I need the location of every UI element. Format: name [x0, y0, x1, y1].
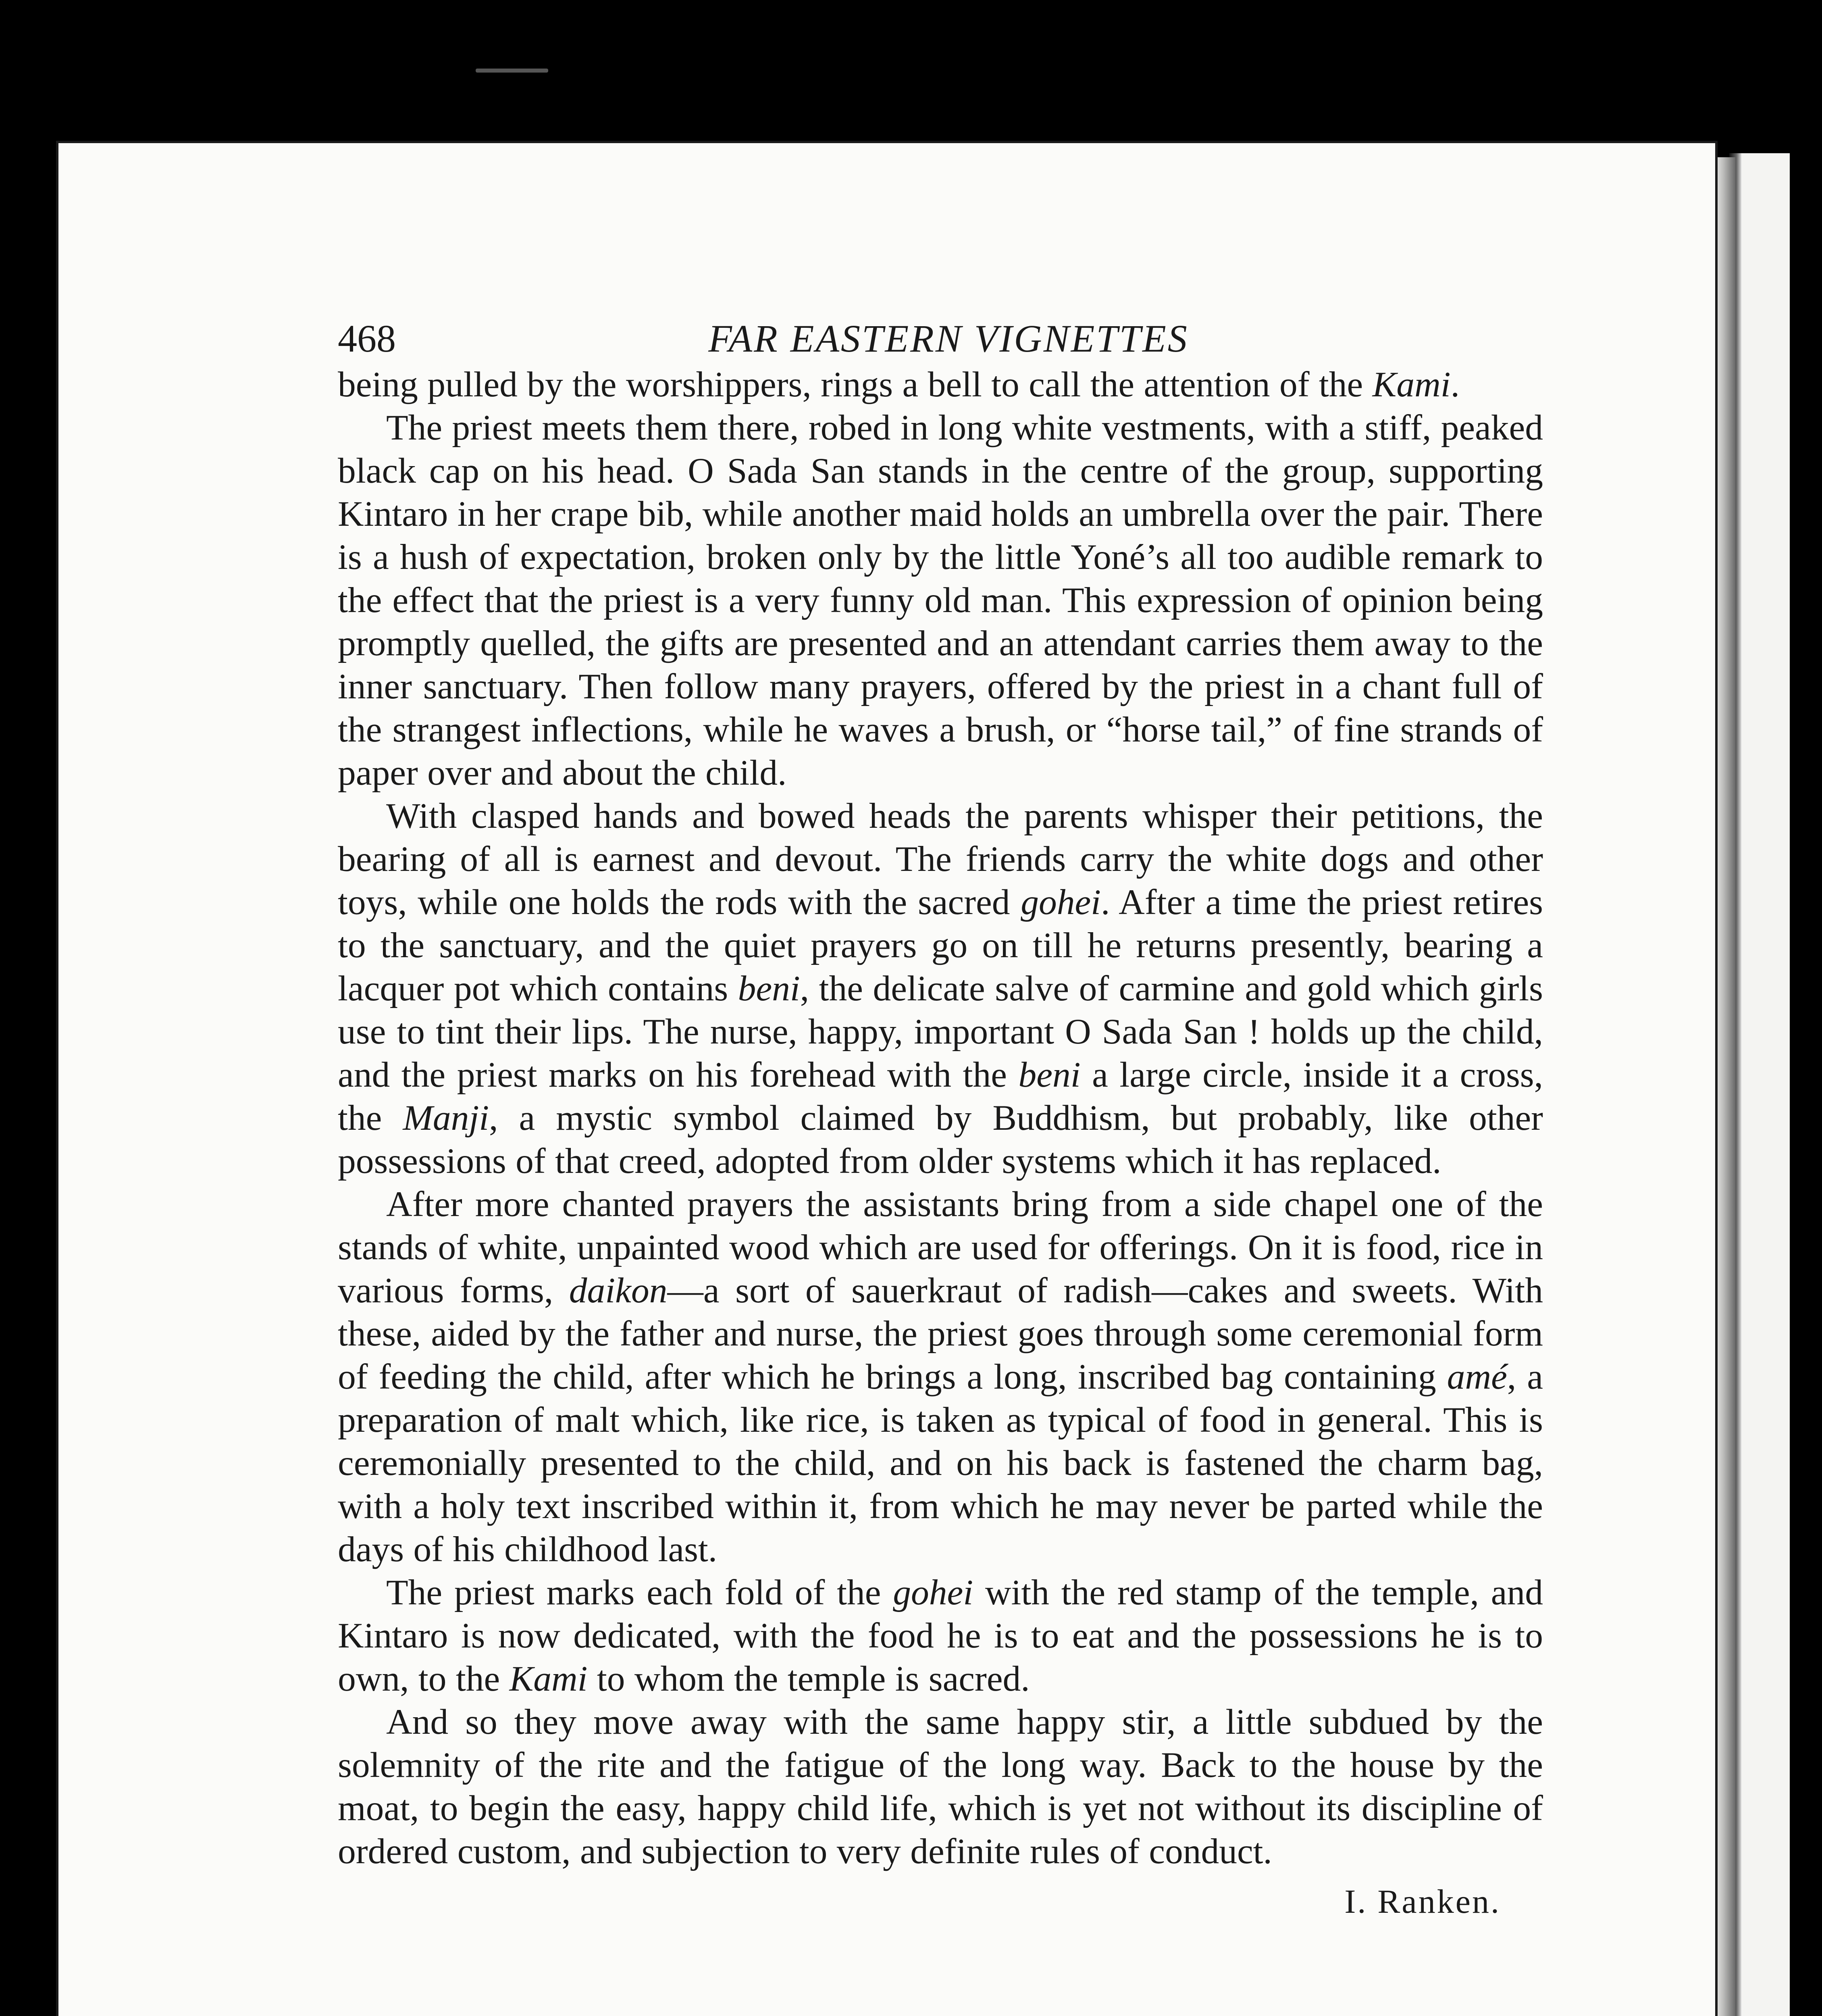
paragraph-text: being pulled by the worshippers, rings a bell to call the attention of the [338, 364, 1373, 404]
page-edge [1715, 157, 1735, 2016]
paragraph [338, 363, 1543, 406]
adjacent-page-edge [1733, 153, 1790, 2016]
paragraph-text: with the red stamp of the temple, and Kintaro is now dedicated, with the food he is to eat and the possessions he is to own, to the [338, 1572, 1543, 1699]
scan-speck [476, 69, 548, 73]
paragraph-text: . After a time the priest retires to the sanctuary, and the quiet prayers go on till he returns presently, bearing a lacquer pot which contains [338, 882, 1543, 1008]
author-signature: I. Ranken. [1344, 1883, 1501, 1920]
italic-term: Kami [1372, 364, 1451, 404]
paragraph [338, 1700, 1543, 1873]
italic-term: beni [738, 968, 800, 1008]
paragraph-text: , a preparation of malt which, like rice, is taken as typical of food in general. This is ceremonially presented to the child, and on his back is fastened the charm bag, with a holy text inscribed within it, from which he may never be parted while the days of his childhood last. [338, 1357, 1543, 1569]
paragraph [338, 406, 1543, 794]
page-text-block [338, 314, 1543, 1926]
paragraph-text: The priest marks each fold of the [386, 1572, 893, 1612]
italic-term: amé [1447, 1357, 1507, 1397]
paragraph-text: And so they move away with the same happy stir, a little subdued by the solemnity of the rite and the fatigue of the long way. Back to the house by the moat, to begin the easy, happy child life, which is yet not without its discipline of ordered custom, and subjection to very definite rules of conduct. [338, 1702, 1543, 1871]
paragraph-text: , the delicate salve of carmine and gold which girls use to tint their lips. The nurse, happy, important O Sada San ! holds up the child, and the priest marks on his forehead with the [338, 968, 1543, 1095]
paragraph-text: , a mystic symbol claimed by Buddhism, but probably, like other possessions of that creed, adopted from older systems which it has replaced. [338, 1098, 1543, 1181]
running-head [338, 314, 1543, 363]
paragraph [338, 794, 1543, 1183]
italic-term: gohei [893, 1572, 973, 1612]
italic-term: Manji [403, 1098, 489, 1138]
body-text [338, 363, 1543, 1873]
italic-term: gohei [1021, 882, 1101, 922]
running-title: FAR EASTERN VIGNETTES [708, 317, 1189, 360]
paragraph-text: The priest meets them there, robed in long white vestments, with a stiff, peaked black cap on his head. O Sada San stands in the centre of the group, supporting Kintaro in her crape bib, while another maid holds an umbrella over the pair. There is a hush of expectation, broken only by the little Yoné’s all too audible remark to the effect that the priest is a very funny old man. This expression of opinion being promptly quelled, the gifts are presented and an attendant carries them away to the inner sanctuary. Then follow many prayers, offered by the priest in a chant full of the strangest inflections, while he waves a brush, or “horse tail,” of fine strands of paper over and about the child. [338, 408, 1543, 793]
paragraph-text: to whom the temple is sacred. [587, 1659, 1030, 1699]
italic-term: beni [1018, 1055, 1081, 1095]
paragraph-text: . [1450, 364, 1460, 404]
paragraph-text: After more chanted prayers the assistants bring from a side chapel one of the stands of white, unpainted wood which are used for offerings. On it is food, rice in various forms, [338, 1184, 1543, 1310]
paragraph-text: With clasped hands and bowed heads the parents whisper their petitions, the bearing of all is earnest and devout. The friends carry the white dogs and other toys, while one holds the rods with the sacred [338, 796, 1543, 922]
paragraph [338, 1571, 1543, 1700]
paragraph-text: a large circle, inside it a cross, the [338, 1055, 1543, 1138]
italic-term: Kami [509, 1659, 588, 1699]
paragraph-text: —a sort of sauerkraut of radish—cakes and sweets. With these, aided by the father and nurse, the priest goes through some ceremonial form of feeding the child, after which he brings a long, inscribed bag containing [338, 1270, 1543, 1397]
paragraph [338, 1183, 1543, 1571]
italic-term: daikon [569, 1270, 668, 1310]
page-number: 468 [338, 317, 396, 360]
